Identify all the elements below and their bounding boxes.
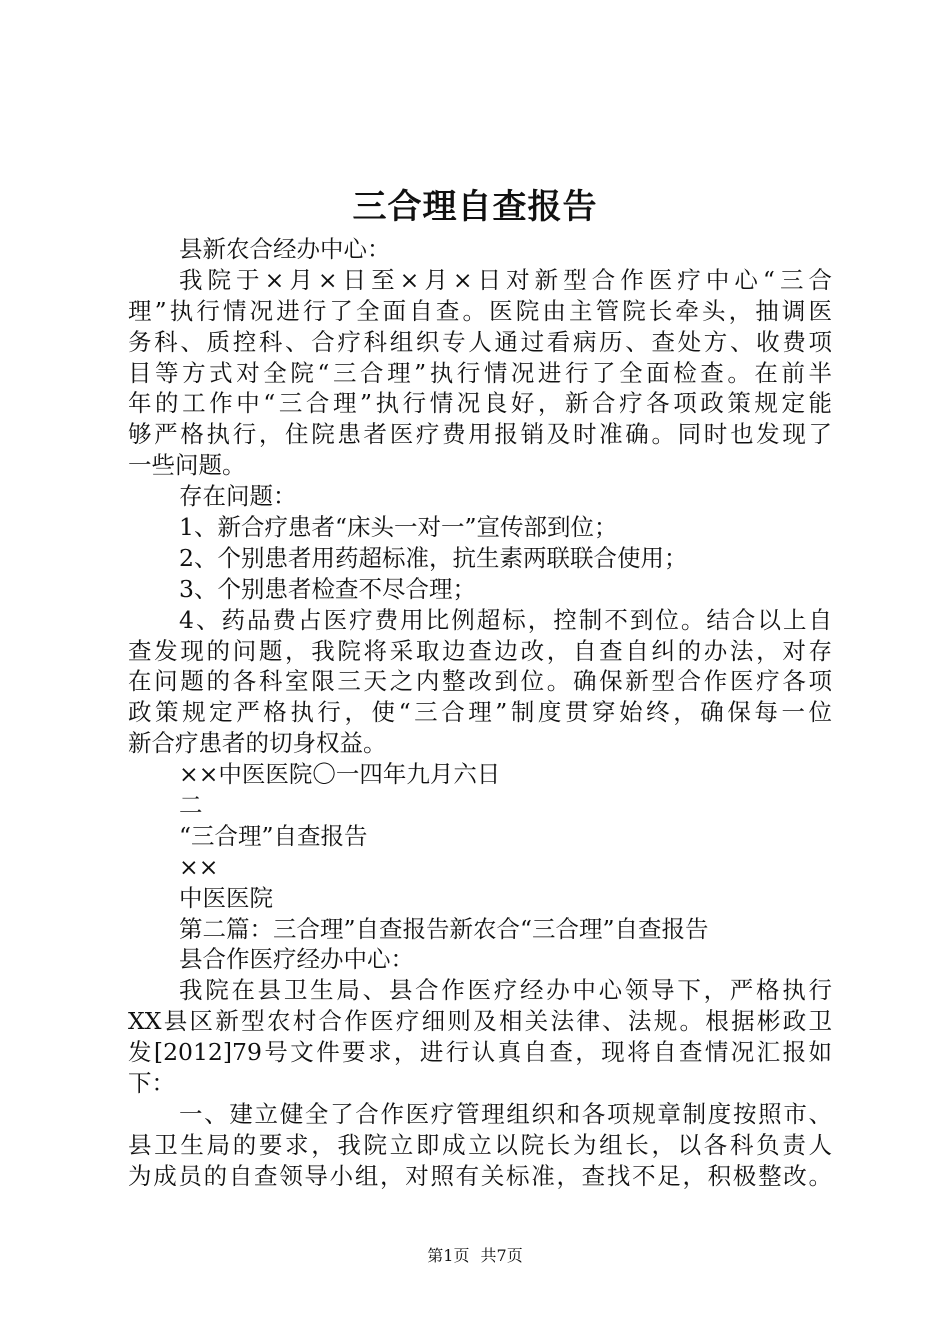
text-line: 中医医院	[179, 883, 273, 912]
text-line: 二	[179, 791, 203, 820]
page-footer	[0, 1245, 950, 1267]
text-line: 我院于×月×日至×月×日对新型合作医疗中心“三合	[179, 265, 832, 294]
text-line: 4、药品费占医疗费用比例超标，控制不到位。结合以上自	[179, 605, 832, 634]
text-line: 3、个别患者检查不尽合理；	[179, 574, 476, 603]
text-line: 查发现的问题，我院将采取边查边改，自查自纠的办法，对存	[128, 636, 832, 665]
text-line: 理”执行情况进行了全面自查。医院由主管院长牵头，抽调医	[128, 296, 832, 325]
text-line: 在问题的各科室限三天之内整改到位。确保新型合作医疗各项	[128, 667, 832, 696]
text-line: 够严格执行，住院患者医疗费用报销及时准确。同时也发现了	[128, 420, 832, 449]
text-line: 我院在县卫生局、县合作医疗经办中心领导下，严格执行	[179, 976, 832, 1005]
document-title: 三合理自查报告	[352, 187, 598, 227]
text-line: 一、建立健全了合作医疗管理组织和各项规章制度按照市、	[179, 1099, 832, 1128]
document-body	[128, 234, 832, 1192]
text-line: 2、个别患者用药超标准，抗生素两联联合使用；	[179, 543, 688, 572]
text-line: 目等方式对全院“三合理”执行情况进行了全面检查。在前半	[128, 358, 832, 387]
text-line: 年的工作中“三合理”执行情况良好，新合疗各项政策规定能	[128, 389, 832, 418]
page-total: 共7页	[480, 1246, 523, 1265]
text-line: “三合理”自查报告	[179, 821, 368, 850]
page-number: 第1页	[427, 1246, 470, 1265]
text-line: 县新农合经办中心：	[179, 235, 391, 263]
text-line: ××	[179, 852, 219, 881]
text-line: 政策规定严格执行，使“三合理”制度贯穿始终，确保每一位	[128, 698, 832, 727]
text-line: 1、新合疗患者“床头一对一”宣传部到位；	[179, 513, 618, 542]
text-line: 一些问题。	[128, 451, 246, 480]
text-line: 新合疗患者的切身权益。	[128, 729, 387, 758]
text-line: ××中医医院〇一四年九月六日	[179, 760, 501, 789]
text-line: 发[2012]79号文件要求，进行认真自查，现将自查情况汇报如	[128, 1038, 832, 1067]
text-line: 为成员的自查领导小组，对照有关标准，查找不足，积极整改。	[128, 1161, 832, 1190]
text-line: 存在问题：	[179, 482, 297, 511]
text-line: XX县区新型农村合作医疗细则及相关法律、法规。根据彬政卫	[128, 1007, 832, 1036]
text-line: 县合作医疗经办中心：	[179, 945, 414, 974]
text-line: 第二篇：三合理”自查报告新农合“三合理”自查报告	[179, 914, 709, 943]
text-line: 下：	[128, 1069, 175, 1098]
text-line: 县卫生局的要求，我院立即成立以院长为组长，以各科负责人	[128, 1130, 832, 1159]
text-line: 务科、质控科、合疗科组织专人通过看病历、查处方、收费项	[128, 327, 832, 356]
